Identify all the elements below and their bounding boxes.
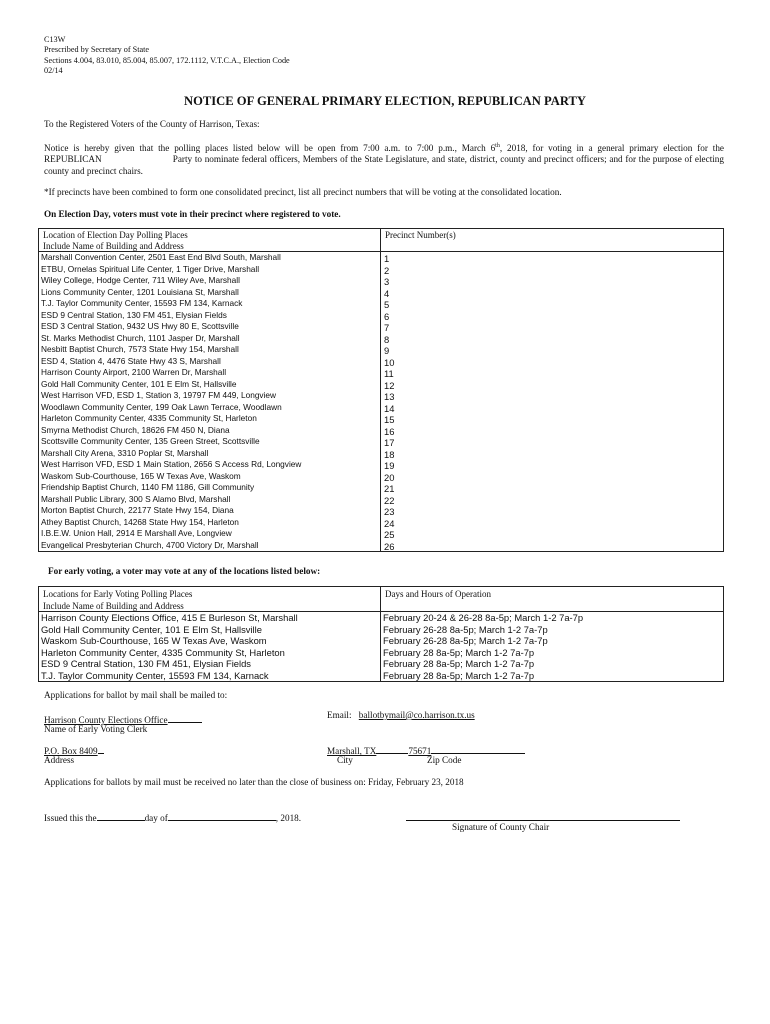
precinct-header: Precinct Number(s) bbox=[385, 230, 456, 240]
address-blank bbox=[98, 744, 104, 754]
early-voting-hours: February 28 8a-5p; March 1-2 7a-7p bbox=[383, 658, 535, 670]
polling-location: Marshall City Arena, 3310 Poplar St, Marshall bbox=[41, 447, 209, 458]
consolidated-note: *If precincts have been combined to form one consolidated precinct, list all precinct numbers that will be voting at the consolidated location. bbox=[44, 187, 562, 197]
precinct-number: 25 bbox=[384, 529, 395, 541]
form-date: 02/14 bbox=[44, 66, 63, 76]
zip-label: Zip Code bbox=[427, 755, 462, 765]
early-location-header-line2: Include Name of Building and Address bbox=[43, 600, 184, 611]
precinct-number: 14 bbox=[384, 402, 395, 414]
notice-text-post: Party to nominate federal officers, Members of the State Legislature, and state, district, county and precinct officers; and for the purpose of electing county and precinct chairs. bbox=[44, 154, 724, 176]
email-field bbox=[327, 710, 475, 721]
precinct-number: 6 bbox=[384, 310, 390, 322]
party-name: REPUBLICAN bbox=[44, 154, 102, 165]
polling-location: ETBU, Ornelas Spiritual Life Center, 1 Tiger Drive, Marshall bbox=[41, 263, 260, 274]
precinct-list bbox=[381, 252, 724, 552]
precinct-number: 3 bbox=[384, 276, 390, 288]
early-location-header-line1: Locations for Early Voting Polling Places bbox=[43, 589, 193, 599]
mail-intro: Applications for ballot by mail shall be mailed to: bbox=[44, 690, 228, 700]
precinct-header-cell bbox=[381, 229, 724, 252]
hours-header-cell bbox=[381, 587, 724, 612]
issued-day-word: day of bbox=[144, 813, 168, 823]
polling-location: St. Marks Methodist Church, 1101 Jasper Dr, Marshall bbox=[41, 332, 240, 343]
precinct-number: 23 bbox=[384, 506, 395, 518]
precinct-number: 13 bbox=[384, 391, 395, 403]
precinct-number: 7 bbox=[384, 322, 390, 334]
early-voting-location: Waskom Sub-Courthouse, 165 W Texas Ave, Waskom bbox=[41, 635, 267, 647]
polling-header-row bbox=[39, 229, 724, 252]
early-voting-hours: February 20-24 & 26-28 8a-5p; March 1-2 7a-7p bbox=[383, 612, 584, 624]
early-location-list bbox=[39, 612, 381, 682]
early-voting-location: T.J. Taylor Community Center, 15593 FM 134, Karnack bbox=[41, 669, 269, 681]
city-blank bbox=[376, 744, 408, 754]
polling-location: Harrison County Airport, 2100 Warren Dr, Marshall bbox=[41, 367, 227, 378]
zip-value: 75671 bbox=[408, 746, 432, 756]
early-voting-hours: February 28 8a-5p; March 1-2 7a-7p bbox=[383, 646, 535, 658]
zip-blank bbox=[431, 744, 525, 754]
issued-month-blank bbox=[168, 811, 276, 821]
polling-location: Lions Community Center, 1201 Louisiana St, Marshall bbox=[41, 286, 239, 297]
notice-text-pre: Notice is hereby given that the polling places listed below will be open from 7:00 a.m. to 7:00 p.m., March 6 bbox=[44, 143, 496, 154]
notice-sup: th bbox=[495, 143, 500, 149]
precinct-number: 21 bbox=[384, 483, 395, 495]
polling-location: Morton Baptist Church, 22177 State Hwy 154, Diana bbox=[41, 505, 234, 516]
precinct-number: 22 bbox=[384, 494, 395, 506]
address-label: Address bbox=[44, 755, 75, 765]
location-header-cell bbox=[39, 229, 381, 252]
polling-location: Friendship Baptist Church, 1140 FM 1186, Gill Community bbox=[41, 482, 255, 493]
early-location-header-cell bbox=[39, 587, 381, 612]
precinct-number: 10 bbox=[384, 356, 395, 368]
signature-label: Signature of County Chair bbox=[452, 822, 550, 832]
city-value: Marshall, TX bbox=[327, 746, 377, 756]
notice-paragraph bbox=[44, 141, 724, 177]
precinct-number: 5 bbox=[384, 299, 390, 311]
clerk-office: Harrison County Elections Office bbox=[44, 715, 168, 725]
early-header-row bbox=[39, 587, 724, 612]
signature-line bbox=[406, 820, 680, 821]
polling-location: Harleton Community Center, 4335 Community St, Harleton bbox=[41, 413, 257, 424]
precinct-number: 24 bbox=[384, 517, 395, 529]
early-voting-location: Harrison County Elections Office, 415 E Burleson St, Marshall bbox=[41, 612, 298, 624]
form-sections: Sections 4.004, 83.010, 85.004, 85.007, 172.1112, V.T.C.A., Election Code bbox=[44, 55, 290, 65]
salutation: To the Registered Voters of the County of Harrison, Texas: bbox=[44, 119, 260, 129]
precinct-number: 15 bbox=[384, 414, 395, 426]
early-voting-location: Gold Hall Community Center, 101 E Elm St, Hallsville bbox=[41, 623, 262, 635]
polling-location: Gold Hall Community Center, 101 E Elm St, Hallsville bbox=[41, 378, 237, 389]
precinct-number: 4 bbox=[384, 287, 390, 299]
early-voting-location: Harleton Community Center, 4335 Community St, Harleton bbox=[41, 646, 285, 658]
early-voting-table bbox=[38, 586, 724, 682]
polling-places-table bbox=[38, 228, 724, 552]
polling-location: I.B.E.W. Union Hall, 2914 E Marshall Ave, Longview bbox=[41, 528, 232, 539]
polling-location: Marshall Convention Center, 2501 East End Blvd South, Marshall bbox=[41, 252, 281, 263]
city-label: City bbox=[337, 755, 353, 765]
form-code: C13W bbox=[44, 35, 66, 44]
location-header-line2: Include Name of Building and Address bbox=[43, 240, 184, 251]
precinct-number: 2 bbox=[384, 264, 390, 276]
page-title: NOTICE OF GENERAL PRIMARY ELECTION, REPUBLICAN PARTY bbox=[183, 94, 587, 108]
early-voting-hours: February 26-28 8a-5p; March 1-2 7a-7p bbox=[383, 635, 548, 647]
polling-body-row bbox=[39, 252, 724, 552]
polling-location: Athey Baptist Church, 14268 State Hwy 154, Harleton bbox=[41, 516, 239, 527]
form-prescribed: Prescribed by Secretary of State bbox=[44, 45, 150, 55]
address-value: P.O. Box 8409 bbox=[44, 746, 98, 756]
precinct-number: 11 bbox=[384, 368, 394, 380]
clerk-office-blank bbox=[168, 713, 202, 723]
early-body-row bbox=[39, 612, 724, 682]
issued-line bbox=[44, 811, 301, 824]
notice-text-mid: , 2018, for voting in a general primary election for the bbox=[499, 143, 724, 154]
polling-location: ESD 9 Central Station, 130 FM 451, Elysian Fields bbox=[41, 309, 227, 320]
location-header-line1: Location of Election Day Polling Places bbox=[43, 230, 188, 240]
precinct-number: 26 bbox=[384, 540, 395, 552]
election-day-heading: On Election Day, voters must vote in their precinct where registered to vote. bbox=[44, 209, 341, 219]
precinct-number: 8 bbox=[384, 333, 390, 345]
clerk-label: Name of Early Voting Clerk bbox=[44, 724, 148, 734]
polling-location: West Harrison VFD, ESD 1, Station 3, 19797 FM 449, Longview bbox=[41, 390, 277, 401]
polling-location: Evangelical Presbyterian Church, 4700 Victory Dr, Marshall bbox=[41, 539, 259, 550]
polling-location: Scottsville Community Center, 135 Green Street, Scottsville bbox=[41, 436, 260, 447]
precinct-number: 9 bbox=[384, 345, 390, 357]
email-label: Email: bbox=[327, 710, 352, 720]
polling-location: Waskom Sub-Courthouse, 165 W Texas Ave, Waskom bbox=[41, 470, 241, 481]
form-header bbox=[44, 35, 290, 77]
early-voting-location: ESD 9 Central Station, 130 FM 451, Elysian Fields bbox=[41, 658, 251, 670]
precinct-number: 16 bbox=[384, 425, 395, 437]
precinct-number: 19 bbox=[384, 460, 395, 472]
early-voting-hours: February 28 8a-5p; March 1-2 7a-7p bbox=[383, 669, 535, 681]
early-voting-heading: For early voting, a voter may vote at any of the locations listed below: bbox=[48, 566, 321, 576]
precinct-number: 18 bbox=[384, 448, 395, 460]
precinct-number: 20 bbox=[384, 471, 395, 483]
polling-location: Marshall Public Library, 300 S Alamo Blvd, Marshall bbox=[41, 493, 231, 504]
email-address: ballotbymail@co.harrison.tx.us bbox=[358, 710, 475, 720]
polling-location: Smyrna Methodist Church, 18626 FM 450 N, Diana bbox=[41, 424, 230, 435]
precinct-number: 1 bbox=[384, 253, 390, 265]
polling-location: T.J. Taylor Community Center, 15593 FM 134, Karnack bbox=[41, 298, 243, 309]
mail-deadline: Applications for ballots by mail must be received no later than the close of business on: Friday, February 23, 2018 bbox=[44, 777, 464, 787]
issued-prefix: Issued this the bbox=[44, 813, 97, 823]
polling-location: ESD 3 Central Station, 9432 US Hwy 80 E, Scottsville bbox=[41, 321, 239, 332]
issued-day-blank bbox=[97, 811, 145, 821]
issued-year: , 2018. bbox=[275, 813, 302, 823]
location-list bbox=[39, 252, 381, 552]
hours-header: Days and Hours of Operation bbox=[385, 589, 491, 599]
early-voting-hours: February 26-28 8a-5p; March 1-2 7a-7p bbox=[383, 623, 548, 635]
polling-location: ESD 4, Station 4, 4476 State Hwy 43 S, Marshall bbox=[41, 355, 221, 366]
polling-location: Woodlawn Community Center, 199 Oak Lawn Terrace, Woodlawn bbox=[41, 401, 282, 412]
polling-location: West Harrison VFD, ESD 1 Main Station, 2656 S Access Rd, Longview bbox=[41, 459, 302, 470]
precinct-number: 12 bbox=[384, 379, 395, 391]
early-hours-list bbox=[381, 612, 724, 682]
polling-location: Wiley College, Hodge Center, 711 Wiley Ave, Marshall bbox=[41, 275, 240, 286]
polling-location: Nesbitt Baptist Church, 7573 State Hwy 154, Marshall bbox=[41, 344, 239, 355]
precinct-number: 17 bbox=[384, 437, 395, 449]
